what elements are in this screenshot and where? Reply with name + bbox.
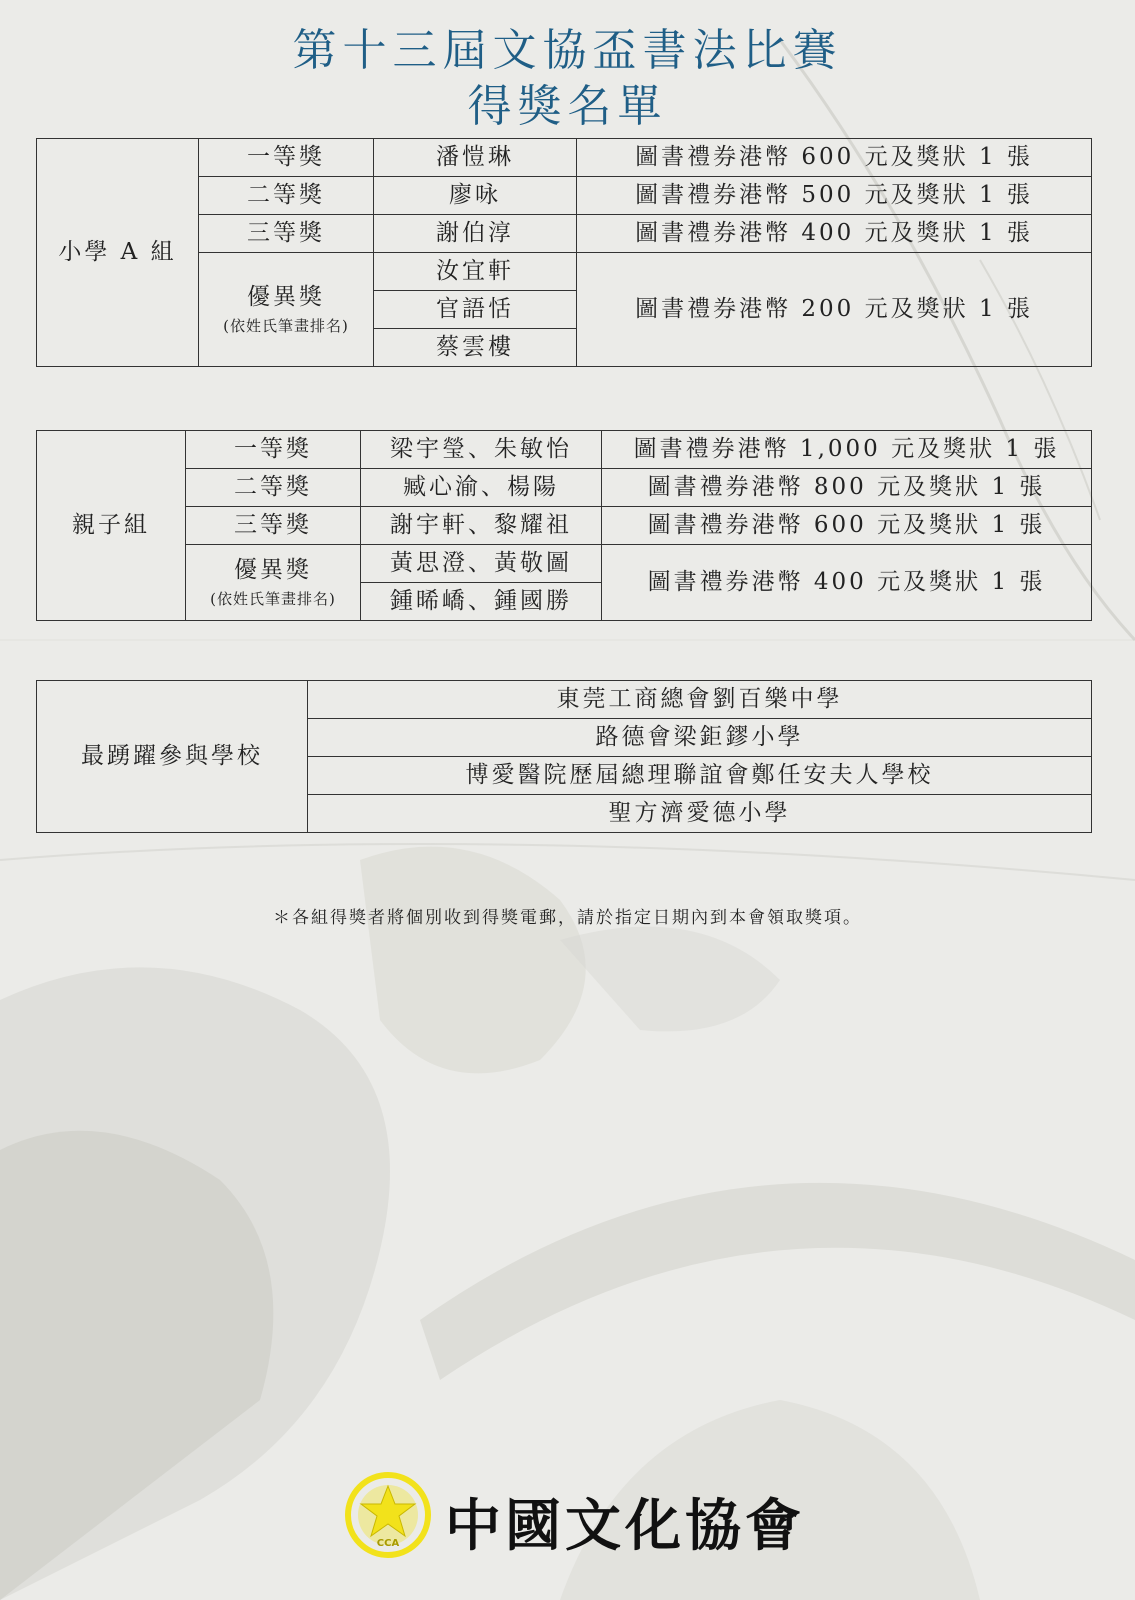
prize-text: 圖書禮券港幣 800 元及獎狀 1 張 [602, 469, 1092, 507]
winner-name: 官語恬 [374, 291, 577, 329]
group-name: 小學 A 組 [37, 139, 199, 367]
ranking-note: (依姓氏筆畫排名) [210, 589, 336, 608]
winner-name: 謝伯淳 [374, 215, 577, 253]
school-name: 路德會梁鉅鏐小學 [308, 719, 1092, 757]
winner-name: 梁宇瑩、朱敏怡 [361, 431, 602, 469]
award-label: 二等獎 [186, 469, 361, 507]
award-label: 一等獎 [199, 139, 374, 177]
winner-name: 鍾晞嶠、鍾國勝 [361, 583, 602, 621]
prize-text: 圖書禮券港幣 500 元及獎狀 1 張 [577, 177, 1092, 215]
winner-name: 臧心渝、楊陽 [361, 469, 602, 507]
award-label: 優異獎 [234, 556, 312, 583]
table-row [37, 139, 1092, 177]
page-title: 第十三屆文協盃書法比賽 [292, 25, 843, 76]
winner-name: 汝宜軒 [374, 253, 577, 291]
winner-name: 謝宇軒、黎耀祖 [361, 507, 602, 545]
family-group-table [36, 430, 1092, 621]
school-name: 聖方濟愛德小學 [308, 795, 1092, 833]
winner-name: 黃思澄、黃敬圖 [361, 545, 602, 583]
winner-name: 廖咏 [374, 177, 577, 215]
prize-text: 圖書禮券港幣 400 元及獎狀 1 張 [577, 215, 1092, 253]
organization-logo [345, 1468, 825, 1558]
award-label: 一等獎 [186, 431, 361, 469]
seal-icon [345, 1472, 431, 1558]
table-row [37, 545, 1092, 583]
table-row [37, 681, 1092, 719]
award-label: 三等獎 [186, 507, 361, 545]
organization-name: 中國文化協會 [445, 1493, 805, 1559]
svg-text:CCA: CCA [376, 1538, 400, 1549]
prize-text: 圖書禮券港幣 200 元及獎狀 1 張 [577, 253, 1092, 367]
prize-text: 圖書禮券港幣 1,000 元及獎狀 1 張 [602, 431, 1092, 469]
merit-award-cell [199, 253, 374, 367]
award-label: 三等獎 [199, 215, 374, 253]
winner-name: 蔡雲樓 [374, 329, 577, 367]
schools-table [36, 680, 1092, 833]
award-label: 優異獎 [247, 283, 325, 310]
award-label: 二等獎 [199, 177, 374, 215]
merit-award-cell [186, 545, 361, 621]
footnote: ＊各組得獎者將個別收到得獎電郵，請於指定日期內到本會領取獎項。 [273, 908, 862, 928]
winner-name: 潘愷琳 [374, 139, 577, 177]
table-row [37, 431, 1092, 469]
school-name: 東莞工商總會劉百樂中學 [308, 681, 1092, 719]
ranking-note: (依姓氏筆畫排名) [223, 316, 349, 335]
page-subtitle: 得獎名單 [467, 81, 668, 132]
table-row [37, 469, 1092, 507]
prize-text: 圖書禮券港幣 600 元及獎狀 1 張 [577, 139, 1092, 177]
table-row [37, 507, 1092, 545]
school-name: 博愛醫院歷屆總理聯誼會鄭任安夫人學校 [308, 757, 1092, 795]
prize-text: 圖書禮券港幣 600 元及獎狀 1 張 [602, 507, 1092, 545]
group-name: 親子組 [37, 431, 186, 621]
group-a-table [36, 138, 1092, 367]
prize-text: 圖書禮券港幣 400 元及獎狀 1 張 [602, 545, 1092, 621]
schools-label: 最踴躍參與學校 [37, 681, 308, 833]
